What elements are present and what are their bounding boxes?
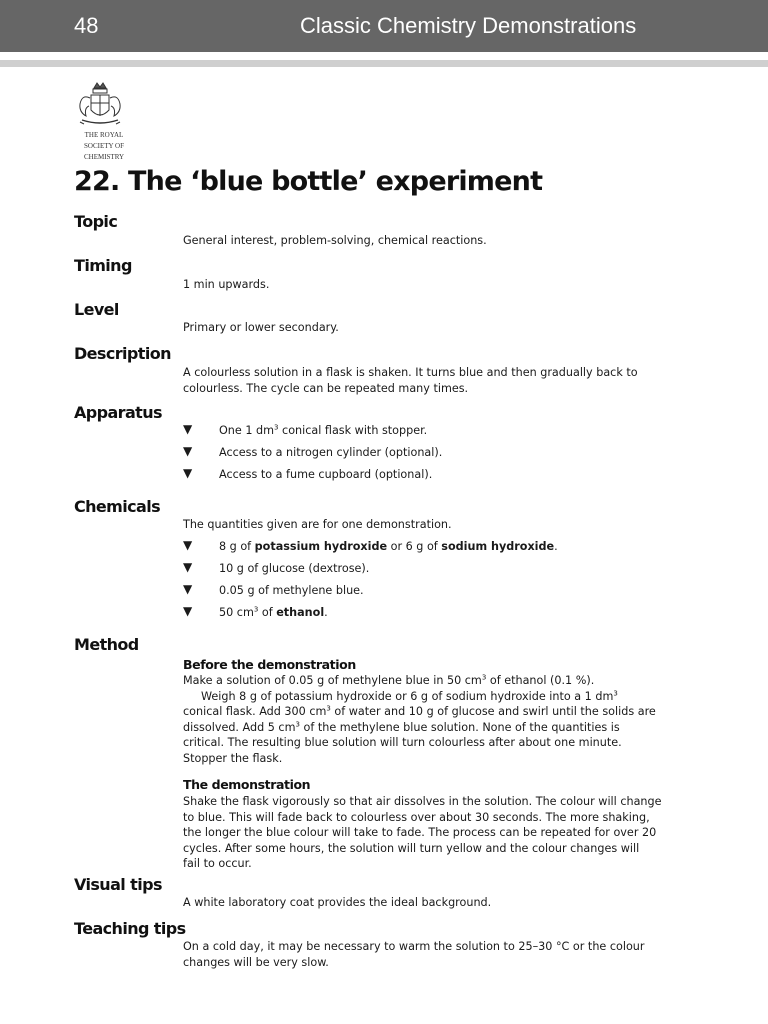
royal-society-crest-icon: [74, 80, 126, 130]
description-label: Description: [74, 344, 171, 363]
page-header: [0, 0, 768, 52]
bullet-triangle-icon: ▼: [183, 444, 193, 458]
timing-label: Timing: [74, 256, 132, 275]
demonstration-text: Shake the flask vigorously so that air dissolves in the solution. The colour will change to blue. This will fade back to colourless over about 30 seconds. The more shaking, the longer the blue colour will take to fade. The process can be repeated for over 20 cycles. After some hours, the solution will turn yellow and the colour changes will fail to occur.: [183, 795, 662, 870]
header-divider: [0, 60, 768, 67]
bullet-triangle-icon: ▼: [183, 538, 193, 552]
apparatus-label: Apparatus: [74, 403, 162, 422]
bullet-triangle-icon: ▼: [183, 560, 193, 574]
logo-wordmark: THE ROYAL SOCIETY OF CHEMISTRY: [83, 131, 125, 161]
level-label: Level: [74, 300, 119, 319]
bullet-triangle-icon: ▼: [183, 604, 193, 618]
demonstration-heading: The demonstration: [183, 777, 311, 792]
topic-label: Topic: [74, 212, 118, 231]
before-demonstration-text: Make a solution of 0.05 g of methylene blue in 50 $cm^3$ of ethanol (0.1 %). Weigh 8 g of potassium hydroxide or 6 g of sodium hydroxide into a 1 $dm^3$ conical flask. Add 300 $cm^3$ of water and 10 g of glucose and swirl until the solids are dissolved. Add 5 $cm^3$ of the methylene blue solution. None of the quantities is critical. The resulting blue solution will turn colourless after about one minute. Stopper the flask.: [183, 673, 656, 765]
running-title: Classic Chemistry Demonstrations: [300, 13, 637, 38]
chemicals-label: Chemicals: [74, 497, 161, 516]
timing-text: 1 min upwards.: [183, 278, 270, 291]
chemicals-intro: The quantities given are for one demonstration.: [183, 518, 452, 531]
teaching-tips-text: On a cold day, it may be necessary to warm the solution to 25–30 °C or the colour changes will be very slow.: [183, 940, 645, 969]
visual-tips-text: A white laboratory coat provides the ideal background.: [183, 896, 492, 909]
bullet-triangle-icon: ▼: [183, 582, 193, 596]
bullet-triangle-icon: ▼: [183, 422, 193, 436]
method-label: Method: [74, 635, 139, 654]
topic-text: General interest, problem-solving, chemical reactions.: [183, 234, 487, 247]
teaching-tips-label: Teaching tips: [74, 919, 186, 938]
level-text: Primary or lower secondary.: [183, 321, 339, 334]
page-number: 48: [74, 13, 99, 38]
bullet-triangle-icon: ▼: [183, 466, 193, 480]
before-demonstration-heading: Before the demonstration: [183, 657, 356, 672]
visual-tips-label: Visual tips: [74, 875, 162, 894]
description-text: A colourless solution in a flask is shaken. It turns blue and then gradually back to colourless. The cycle can be repeated many times.: [183, 366, 638, 395]
experiment-title: 22. The ‘blue bottle’ experiment: [74, 166, 543, 197]
